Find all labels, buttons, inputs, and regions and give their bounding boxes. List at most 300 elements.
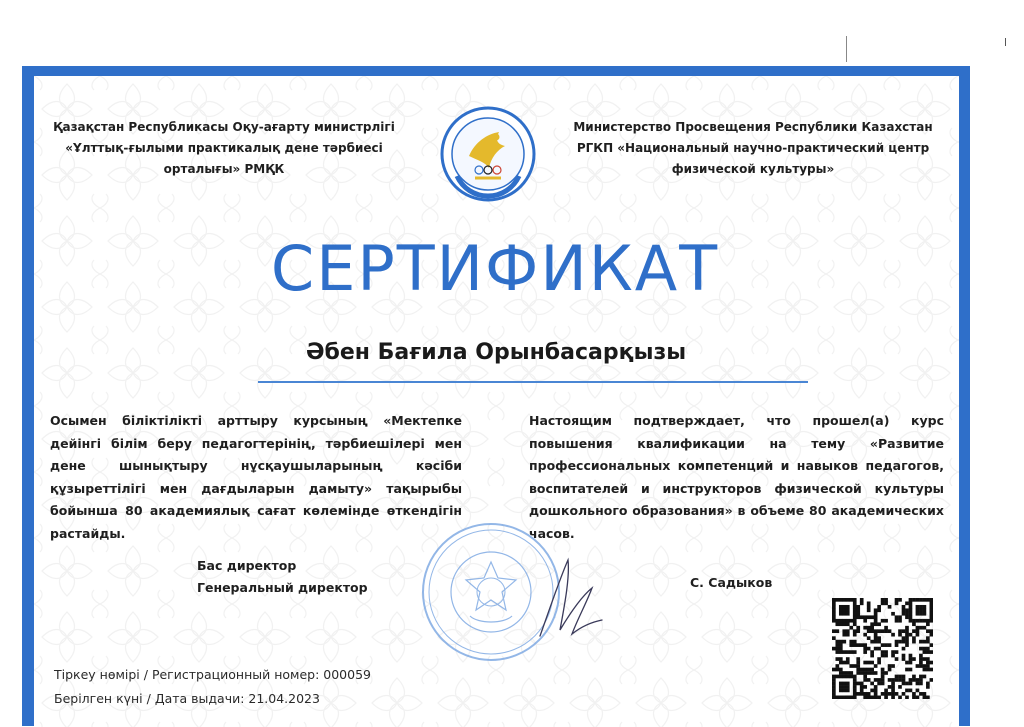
qr-module [832, 696, 836, 699]
qr-module [832, 675, 836, 679]
qr-module [835, 643, 839, 647]
qr-module [839, 696, 843, 699]
qr-module [923, 657, 927, 661]
qr-module [846, 619, 850, 623]
qr-module [905, 608, 909, 612]
qr-module [902, 682, 906, 686]
qr-module [916, 608, 920, 612]
qr-module [874, 615, 878, 619]
qr-module [849, 619, 853, 623]
qr-module [839, 682, 843, 686]
qr-module [916, 629, 920, 633]
qr-module [846, 608, 850, 612]
qr-module [856, 626, 860, 630]
qr-module [909, 601, 913, 605]
qr-module [846, 685, 850, 689]
qr-module [902, 657, 906, 661]
qr-module [902, 647, 906, 651]
qr-module [891, 678, 895, 682]
qr-module [867, 696, 871, 699]
qr-module [832, 629, 836, 633]
qr-module [923, 664, 927, 668]
qr-module [863, 650, 867, 654]
qr-module [839, 622, 843, 626]
qr-module [926, 647, 930, 651]
qr-module [839, 657, 843, 661]
qr-module [842, 598, 846, 602]
qr-module [916, 664, 920, 668]
qr-module [874, 608, 878, 612]
qr-module [849, 675, 853, 679]
qr-module [832, 601, 836, 605]
qr-module [874, 612, 878, 616]
qr-module [912, 619, 916, 623]
qr-module [898, 675, 902, 679]
qr-module [888, 643, 892, 647]
qr-module [870, 661, 874, 665]
qr-module [877, 682, 881, 686]
qr-module [877, 629, 881, 633]
qr-module [884, 650, 888, 654]
qr-module [853, 685, 857, 689]
qr-module [863, 692, 867, 696]
qr-module [930, 633, 933, 637]
qr-module [853, 643, 857, 647]
qr-module [846, 598, 850, 602]
qr-module [891, 685, 895, 689]
qr-module [923, 612, 927, 616]
qr-module [856, 692, 860, 696]
qr-module [912, 629, 916, 633]
qr-module [884, 692, 888, 696]
qr-module [930, 608, 933, 612]
qr-module [856, 629, 860, 633]
qr-module [870, 626, 874, 630]
qr-module [881, 682, 885, 686]
qr-module [853, 605, 857, 609]
qr-module [905, 629, 909, 633]
qr-module [839, 661, 843, 665]
qr-module [856, 657, 860, 661]
qr-module [853, 640, 857, 644]
qr-module [839, 647, 843, 651]
qr-module [919, 598, 923, 602]
qr-module [853, 622, 857, 626]
qr-module [912, 678, 916, 682]
qr-module [874, 640, 878, 644]
qr-module [842, 633, 846, 637]
qr-module [909, 678, 913, 682]
qr-module [884, 629, 888, 633]
qr-module [860, 598, 864, 602]
qr-module [919, 682, 923, 686]
qr-module [902, 629, 906, 633]
qr-module [912, 696, 916, 699]
qr-module [884, 696, 888, 699]
qr-module [870, 682, 874, 686]
body-text-kazakh: Осымен біліктілікті арттыру курсының «Мектепке дейінгі білім беру педагогтерінің, тәрбиешілері мен дене шынықтыру нұсқаушыларының кәсіби құзыреттілігі мен дағдыларын дамыту» тақырыбы бойынша 80 академиялық сағат көлемінде өткендігін растайды. [50, 413, 462, 541]
qr-module [870, 668, 874, 672]
qr-module [895, 601, 899, 605]
qr-module [916, 605, 920, 609]
qr-module [853, 664, 857, 668]
qr-module [839, 671, 843, 675]
qr-module [874, 685, 878, 689]
qr-module [905, 615, 909, 619]
qr-module [870, 689, 874, 693]
qr-module [856, 643, 860, 647]
qr-module [923, 692, 927, 696]
qr-module [909, 612, 913, 616]
qr-module [916, 619, 920, 623]
qr-module [926, 650, 930, 654]
qr-module [895, 598, 899, 602]
qr-module [905, 689, 909, 693]
qr-module [863, 619, 867, 623]
qr-module [867, 661, 871, 665]
qr-module [853, 629, 857, 633]
qr-module [881, 671, 885, 675]
qr-module [877, 696, 881, 699]
qr-module [916, 682, 920, 686]
qr-module [905, 640, 909, 644]
qr-module [905, 696, 909, 699]
qr-module [842, 612, 846, 616]
qr-module [919, 612, 923, 616]
qr-module [846, 675, 850, 679]
qr-module [909, 598, 913, 602]
qr-module [888, 692, 892, 696]
qr-module [881, 598, 885, 602]
qr-module [916, 689, 920, 693]
qr-module [912, 692, 916, 696]
qr-module [867, 608, 871, 612]
qr-module [867, 601, 871, 605]
qr-module [853, 598, 857, 602]
qr-module [856, 671, 860, 675]
qr-module [923, 640, 927, 644]
qr-module [839, 650, 843, 654]
qr-module [930, 643, 933, 647]
qr-module [863, 696, 867, 699]
qr-module [912, 657, 916, 661]
qr-module [926, 664, 930, 668]
qr-module [881, 643, 885, 647]
qr-module [884, 619, 888, 623]
qr-module [856, 668, 860, 672]
qr-module [853, 696, 857, 699]
qr-module [909, 615, 913, 619]
qr-module [895, 643, 899, 647]
qr-module [849, 650, 853, 654]
qr-module [902, 605, 906, 609]
qr-module [916, 626, 920, 630]
qr-module [926, 696, 930, 699]
qr-module [842, 619, 846, 623]
director-title-ru: Генеральный директор [197, 580, 368, 595]
qr-module [867, 615, 871, 619]
qr-module [846, 633, 850, 637]
qr-module [849, 626, 853, 630]
qr-module [863, 671, 867, 675]
qr-module [867, 636, 871, 640]
qr-module [919, 619, 923, 623]
qr-module [846, 689, 850, 693]
qr-module [891, 696, 895, 699]
director-title-kz: Бас директор [197, 558, 297, 573]
qr-module [902, 608, 906, 612]
qr-module [863, 678, 867, 682]
qr-module [870, 671, 874, 675]
qr-module [895, 640, 899, 644]
qr-module [923, 598, 927, 602]
qr-module [842, 608, 846, 612]
qr-module [860, 692, 864, 696]
qr-module [923, 605, 927, 609]
registration-info [54, 663, 371, 711]
scan-edge-mark [846, 36, 847, 62]
qr-module [863, 675, 867, 679]
qr-module [909, 668, 913, 672]
qr-module [902, 612, 906, 616]
qr-module [905, 636, 909, 640]
qr-module [902, 678, 906, 682]
qr-module [916, 598, 920, 602]
qr-module [853, 650, 857, 654]
qr-code[interactable] [832, 598, 933, 699]
qr-module [912, 622, 916, 626]
qr-module [930, 678, 933, 682]
qr-module [839, 608, 843, 612]
qr-module [853, 601, 857, 605]
qr-module [926, 629, 930, 633]
qr-module [930, 619, 933, 623]
qr-module [849, 696, 853, 699]
recipient-name: Әбен Бағила Орынбасарқызы [305, 340, 687, 365]
qr-module [832, 608, 836, 612]
qr-module [853, 675, 857, 679]
qr-module [835, 664, 839, 668]
certificate-title: СЕРТИФИКАТ [270, 232, 720, 305]
scan-edge-mark [1005, 38, 1006, 46]
qr-module [912, 640, 916, 644]
qr-module [877, 647, 881, 651]
qr-module [930, 601, 933, 605]
qr-module [853, 692, 857, 696]
name-underline [258, 381, 808, 383]
qr-module [860, 685, 864, 689]
qr-module [923, 619, 927, 623]
qr-module [839, 619, 843, 623]
qr-module [909, 608, 913, 612]
qr-module [856, 664, 860, 668]
qr-module [846, 661, 850, 665]
issue-date: Берілген күні / Дата выдачи: 21.04.2023 [54, 691, 320, 706]
qr-module [867, 678, 871, 682]
qr-module [909, 605, 913, 609]
qr-module [919, 664, 923, 668]
qr-module [909, 654, 913, 658]
qr-module [835, 622, 839, 626]
qr-module [919, 647, 923, 651]
qr-module [881, 629, 885, 633]
qr-module [895, 657, 899, 661]
qr-module [842, 629, 846, 633]
qr-module [842, 689, 846, 693]
qr-module [891, 650, 895, 654]
qr-module [853, 612, 857, 616]
qr-module [832, 678, 836, 682]
qr-module [898, 633, 902, 637]
qr-module [881, 692, 885, 696]
qr-module [839, 612, 843, 616]
qr-module [916, 633, 920, 637]
qr-module [898, 678, 902, 682]
qr-module [867, 605, 871, 609]
qr-module [909, 633, 913, 637]
qr-module [902, 654, 906, 658]
qr-module [926, 622, 930, 626]
qr-module [863, 685, 867, 689]
qr-module [902, 675, 906, 679]
qr-module [832, 689, 836, 693]
qr-module [853, 608, 857, 612]
qr-module [919, 605, 923, 609]
qr-module [930, 612, 933, 616]
qr-module [860, 643, 864, 647]
qr-module [860, 668, 864, 672]
qr-module [884, 598, 888, 602]
qr-module [905, 682, 909, 686]
qr-module [839, 689, 843, 693]
qr-module [919, 675, 923, 679]
qr-module [877, 678, 881, 682]
qr-module [877, 661, 881, 665]
qr-module [891, 654, 895, 658]
qr-module [881, 678, 885, 682]
qr-module [846, 622, 850, 626]
qr-module [856, 615, 860, 619]
qr-module [842, 650, 846, 654]
qr-module [881, 619, 885, 623]
qr-module [926, 619, 930, 623]
qr-module [891, 664, 895, 668]
qr-module [849, 671, 853, 675]
qr-module [909, 619, 913, 623]
qr-module [884, 671, 888, 675]
qr-module [930, 650, 933, 654]
qr-module [895, 650, 899, 654]
qr-module [874, 696, 878, 699]
registration-number: Тіркеу нөмірі / Регистрационный номер: 000059 [54, 667, 371, 682]
qr-module [898, 696, 902, 699]
qr-module [891, 692, 895, 696]
qr-module [905, 668, 909, 672]
qr-module [860, 601, 864, 605]
qr-module [842, 661, 846, 665]
qr-module [881, 668, 885, 672]
qr-module [842, 640, 846, 644]
header-russian-line: физической культуры» [671, 162, 835, 176]
header-kazakh-line: Қазақстан Республикасы Оқу-ағарту министрлігі [53, 120, 395, 134]
qr-module [923, 675, 927, 679]
qr-module [839, 640, 843, 644]
qr-module [842, 682, 846, 686]
qr-module [835, 629, 839, 633]
qr-module [898, 685, 902, 689]
qr-module [867, 629, 871, 633]
qr-module [832, 619, 836, 623]
qr-module [853, 682, 857, 686]
qr-module [839, 668, 843, 672]
qr-module [905, 633, 909, 637]
qr-module [860, 671, 864, 675]
qr-module [846, 671, 850, 675]
qr-module [884, 601, 888, 605]
qr-module [846, 657, 850, 661]
qr-module [891, 689, 895, 693]
header-kazakh-line: орталығы» РМҚК [163, 162, 285, 176]
qr-module [881, 601, 885, 605]
qr-module [860, 689, 864, 693]
qr-module [832, 605, 836, 609]
director-title [197, 555, 368, 599]
qr-module [863, 626, 867, 630]
qr-module [856, 612, 860, 616]
qr-module [835, 675, 839, 679]
qr-module [839, 685, 843, 689]
qr-module [877, 608, 881, 612]
body-text-russian: Настоящим подтверждает, что прошел(а) курс повышения квалификации на тему «Развитие профессиональных компетенций и навыков педагогов, воспитателей и инструкторов физической культуры дошкольного образования» в объеме 80 академических часов. [529, 413, 944, 541]
qr-module [884, 654, 888, 658]
qr-module [832, 692, 836, 696]
qr-module [909, 661, 913, 665]
qr-module [849, 640, 853, 644]
qr-module [926, 636, 930, 640]
qr-module [870, 629, 874, 633]
qr-module [919, 661, 923, 665]
qr-module [856, 608, 860, 612]
qr-module [895, 675, 899, 679]
qr-module [895, 615, 899, 619]
qr-module [832, 647, 836, 651]
header-russian [548, 117, 958, 180]
qr-module [874, 692, 878, 696]
qr-module [832, 598, 836, 602]
qr-module [874, 633, 878, 637]
qr-module [912, 598, 916, 602]
qr-module [905, 612, 909, 616]
qr-module [870, 696, 874, 699]
qr-module [923, 626, 927, 630]
qr-module [842, 685, 846, 689]
qr-module [926, 685, 930, 689]
qr-module [835, 696, 839, 699]
qr-module [846, 650, 850, 654]
qr-module [842, 675, 846, 679]
qr-module [926, 661, 930, 665]
qr-module [923, 696, 927, 699]
qr-module [870, 654, 874, 658]
qr-module [835, 619, 839, 623]
qr-module [867, 668, 871, 672]
qr-module [926, 598, 930, 602]
qr-module [867, 647, 871, 651]
qr-module [898, 619, 902, 623]
qr-module [919, 626, 923, 630]
qr-module [842, 622, 846, 626]
qr-module [930, 615, 933, 619]
